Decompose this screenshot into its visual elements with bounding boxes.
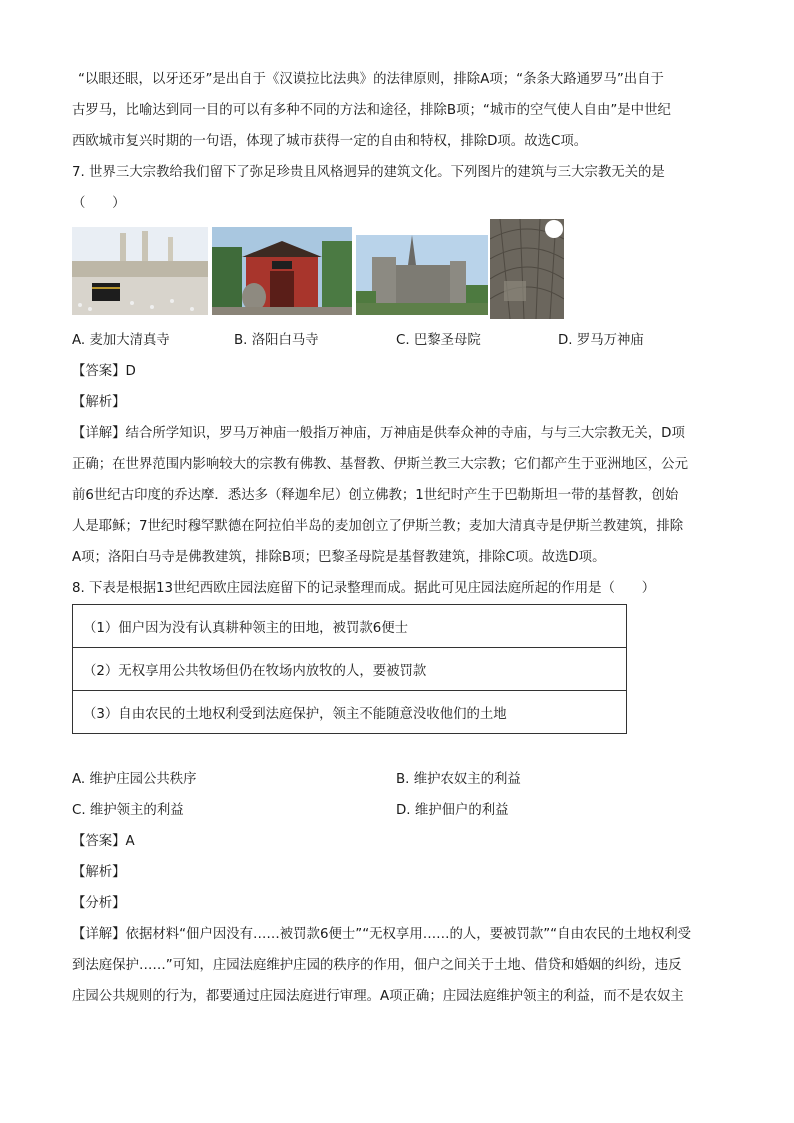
q8-options-row-1 — [72, 764, 722, 795]
white-horse-temple-image — [212, 227, 352, 315]
q8-record-table — [72, 604, 627, 734]
table-cell: （3）自由农民的土地权利受到法庭保护，领主不能随意没收他们的土地 — [73, 691, 627, 734]
q7-stem-bracket: （ ） — [72, 196, 126, 211]
q8-answer: 【答案】A — [72, 834, 135, 849]
table-row — [73, 605, 627, 648]
q7-detail-line-4: 人是耶稣；7世纪时穆罕默德在阿拉伯半岛的麦加创立了伊斯兰教；麦加大清真寺是伊斯兰教建筑，排除 — [72, 519, 684, 534]
q7-stem: 7. 世界三大宗教给我们留下了弥足珍贵且风格迥异的建筑文化。下列图片的建筑与三大宗教无关的是 — [72, 165, 665, 180]
pantheon-image — [490, 219, 564, 319]
table-cell: （2）无权享用公共牧场但仍在牧场内放牧的人，要被罚款 — [73, 648, 627, 691]
mecca-mosque-image — [72, 227, 208, 315]
q8-options-row-2 — [72, 795, 722, 826]
q7-options — [72, 325, 722, 356]
q7-option-b[interactable]: B. 洛阳白马寺 — [234, 333, 319, 348]
q7-answer: 【答案】D — [72, 364, 136, 379]
q8-option-c[interactable]: C. 维护领主的利益 — [72, 803, 184, 818]
q8-analysis-label: 【解析】 — [72, 865, 126, 880]
notre-dame-image — [356, 235, 488, 315]
table-row — [73, 691, 627, 734]
q8-detail-line-1: 【详解】依据材料“佃户因没有……被罚款6便士”“无权享用……的人，要被罚款”“自由农民的土地权利受 — [72, 927, 691, 942]
table-cell: （1）佃户因为没有认真耕种领主的田地，被罚款6便士 — [73, 605, 627, 648]
q7-detail-line-1: 【详解】结合所学知识，罗马万神庙一般指万神庙，万神庙是供奉众神的寺庙，与与三大宗教无关，D项 — [72, 426, 685, 441]
q8-option-d[interactable]: D. 维护佃户的利益 — [396, 803, 509, 818]
q7-analysis-label: 【解析】 — [72, 395, 126, 410]
q7-option-c[interactable]: C. 巴黎圣母院 — [396, 333, 481, 348]
q7-image-row — [72, 219, 722, 323]
intro-line-1: “以眼还眼，以牙还牙”是出自于《汉谟拉比法典》的法律原则，排除A项；“条条大路通罗马”出自于 — [78, 72, 664, 87]
q7-option-d[interactable]: D. 罗马万神庙 — [558, 333, 644, 348]
q8-option-a[interactable]: A. 维护庄园公共秩序 — [72, 772, 197, 787]
q7-option-a[interactable]: A. 麦加大清真寺 — [72, 333, 170, 348]
q8-stem: 8. 下表是根据13世纪西欧庄园法庭留下的记录整理而成。据此可见庄园法庭所起的作用是（ ） — [72, 581, 656, 596]
q7-detail-line-5: A项；洛阳白马寺是佛教建筑，排除B项；巴黎圣母院是基督教建筑，排除C项。故选D项。 — [72, 550, 606, 565]
q7-detail-line-3: 前6世纪古印度的乔达摩．悉达多（释迦牟尼）创立佛教；1世纪时产生于巴勒斯坦一带的基督教，创始 — [72, 488, 679, 503]
document-page — [72, 64, 722, 1012]
q8-detail-line-3: 庄园公共规则的行为，都要通过庄园法庭进行审理。A项正确；庄园法庭维护领主的利益，而不是农奴主 — [72, 989, 684, 1004]
q8-option-b[interactable]: B. 维护农奴主的利益 — [396, 772, 521, 787]
intro-line-3: 西欧城市复兴时期的一句语，体现了城市获得一定的自由和特权，排除D项。故选C项。 — [72, 134, 588, 149]
table-row — [73, 648, 627, 691]
q8-fenxi-label: 【分析】 — [72, 896, 126, 911]
q7-detail-line-2: 正确；在世界范围内影响较大的宗教有佛教、基督教、伊斯兰教三大宗教；它们都产生于亚洲地区，公元 — [72, 457, 688, 472]
intro-line-2: 古罗马，比喻达到同一目的可以有多种不同的方法和途径，排除B项；“城市的空气使人自由”是中世纪 — [72, 103, 671, 118]
q8-detail-line-2: 到法庭保护……”可知，庄园法庭维护庄园的秩序的作用，佃户之间关于土地、借贷和婚姻的纠纷，违反 — [72, 958, 682, 973]
